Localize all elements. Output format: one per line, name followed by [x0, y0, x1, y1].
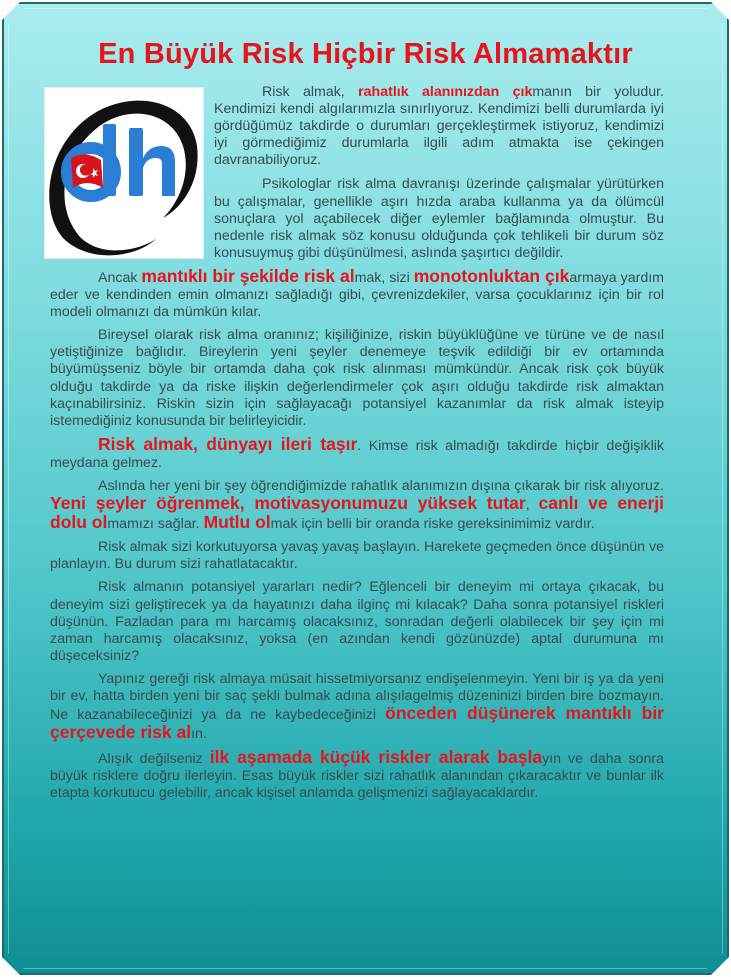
paragraph-text: Alışık değilseniz — [98, 751, 210, 768]
highlight-phrase: ilk aşamada küçük riskler alarak başla — [209, 747, 543, 768]
paragraph — [50, 579, 664, 664]
paragraph — [50, 539, 664, 573]
paragraph-text: mak, sizi — [354, 269, 414, 286]
paragraph-text: Risk almanın potansiyel yararları nedir? Eğlenceli bir deneyim mi ortaya çıkacak, bu deneyim sizi geliştirecek ya da hayatınızı daha ilginç mi kılacak? Daha sonra potansiyel riskleri düşünün. Fazladan para mı harcamış olacaksınız, sonradan değerli olabilecek bir şey için mi zaman harcamış olacaksınız, yoksa (en azından kendi gözünüzde) aptal durumuna mı düşeceksiniz? — [50, 579, 664, 664]
paragraph-text: Psikologlar risk alma davranışı üzerinde çalışmalar yürütürken bu çalışmalar, genellikle aşırı hızda araba kullanma ya da ölümcül sonuçlara yol açabilecek diğer eylemler bağlamında olmuştur. Bu nedenle risk almak söz konusu olduğunda çok tehlikeli bir durum söz konusuymuş gibi düşünülmesi, aslında şaşırtıcı değildir. — [214, 176, 664, 261]
paragraph — [50, 671, 664, 743]
dh-logo-icon — [44, 87, 204, 259]
article-body — [50, 84, 664, 809]
highlight-phrase: önceden düşünerek mantıklı bir çerçevede risk al — [50, 703, 664, 743]
paragraph-text: Bireysel olarak risk alma oranınız; kişiliğinize, riskin büyüklüğüne ve türüne ve de nasıl yetiştiğinize bağlıdır. Bireylerin yeni şeyler denemeye teşvik edildiği bir ev ortamında büyümüşseniz böyle bir ortamda daha çok risk alınması mümkündür. Ancak risk çok büyük olduğu takdirde ya da riske ilişkin değerlendirmeler çok aşırı olduğu takdirde risk almaktan kaçınabilirsiniz. Riskin sizin için sağlayacağı potansiyel kazanımlar da risk almak isteyip istemediğiniz konusunda bir belirleyicidir. — [50, 327, 664, 429]
highlight-phrase: canlı ve enerji dolu ol — [50, 493, 665, 533]
paragraph — [50, 478, 664, 533]
paragraph-text: ın. — [191, 726, 207, 743]
highlight-phrase: Yeni şeyler öğrenmek, motivasyonumuzu yüksek tutar — [50, 493, 526, 514]
paragraph-text: Yapınız gereği risk almaya müsait hissetmiyorsanız endişelenmeyin. Yeni bir iş ya da yeni bir ev, hatta birden yeni bir saç şekli bulmak adına alışılagelmiş düzeninizi birden bire bozmayın. Ne kazanabileceğinizi ya da ne kaybedeceğinizi — [50, 670, 664, 724]
paragraph-text: . Kimse risk almadığı takdirde hiçbir değişiklik meydana gelmez. — [50, 437, 664, 471]
paragraph — [50, 749, 664, 802]
paragraph-text: manın bir yoludur. Kendimizi kendi algılarımızla sınırlıyoruz. Kendimizi belli durumlarda iyi gördüğümüz takdirde o durumları gerçekleştirmek istiyoruz, kendimizi iyi görmediğimiz durumlarla ilgili adım atmakta ise çekingen davranabiliyoruz. — [214, 84, 664, 169]
paragraph-text: yın ve daha sonra büyük risklere doğru ilerleyin. Esas büyük riskler sizi rahatlık alanından çıkaracaktır ve bunlar ilk etapta korkutucu gelebilir, ancak kişisel anlamda gelişmenizi sağlayacaklardır. — [50, 751, 664, 802]
paragraph-text: Ancak — [98, 269, 142, 286]
highlight-phrase: mantıklı bir şekilde risk al — [141, 265, 355, 286]
paragraph-text: , — [525, 497, 539, 514]
paragraph-text: Risk almak sizi korkutuyorsa yavaş yavaş başlayın. Harekete geçmeden önce düşünün ve planlayın. Bu durum sizi rahatlatacaktır. — [50, 539, 664, 573]
paragraph-text: Aslında her yeni bir şey öğrendiğimizde rahatlık alanımızın dışına çıkarak bir risk alıyoruz. — [98, 477, 664, 494]
highlight-phrase: Mutlu ol — [203, 512, 271, 533]
paragraph-text: mak için belli bir oranda riske gereksinimimiz vardır. — [270, 516, 595, 533]
highlight-phrase: rahatlık alanınızdan çık — [358, 84, 533, 100]
paragraph-text: Risk almak, — [262, 84, 359, 100]
highlight-phrase: monotonluktan çık — [413, 265, 570, 286]
paragraph-text: mamızı sağlar. — [107, 516, 204, 533]
logo-graphic — [45, 88, 203, 258]
highlight-phrase: Risk almak, dünyayı ileri taşır — [98, 433, 358, 454]
page-title: En Büyük Risk Hiçbir Risk Almamaktır — [98, 38, 633, 70]
paragraph — [50, 265, 664, 321]
paragraph-text: armaya yardım eder ve kendinden emin olmanızı sağladığı gibi, çevrenizdekiler, varsa çocuklarınız için bir rol modeli olmanızı da mümkün kılar. — [50, 269, 664, 321]
paragraph — [50, 327, 664, 430]
paragraph — [50, 433, 664, 472]
